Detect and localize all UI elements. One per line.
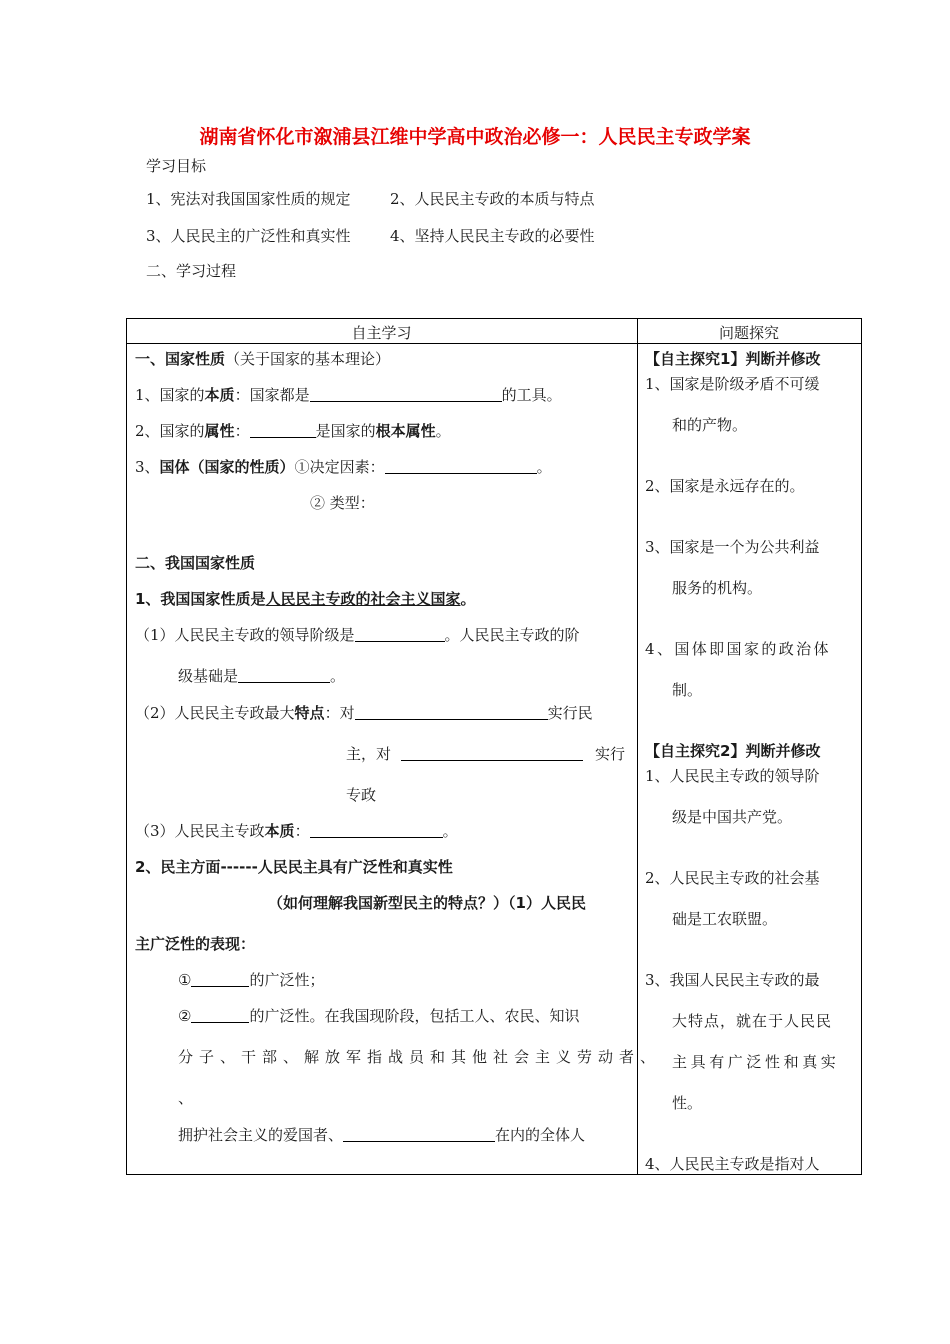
fill-blank[interactable] <box>385 459 537 474</box>
text: 2、国家的 <box>135 422 205 440</box>
inquiry-2-item-3a: 3、我国人民民主专政的最 <box>645 971 820 989</box>
text: 在内的全体人 <box>495 1126 586 1144</box>
line-our-state-nature <box>135 588 475 609</box>
section-state-nature <box>135 348 390 369</box>
line-state-system <box>135 456 552 477</box>
line-types: ② 类型： <box>310 494 375 512</box>
text: 的广泛性； <box>249 971 325 989</box>
section-heading: 一、国家性质 <box>135 350 226 368</box>
text: ①决定因素： <box>294 458 385 476</box>
goal-3: 3、人民民主的广泛性和真实性 <box>146 227 351 245</box>
fill-blank[interactable] <box>355 627 445 642</box>
line-breadth-2 <box>178 1005 579 1026</box>
text: （1）人民民主专政的领导阶级是 <box>135 626 355 644</box>
inquiry-1-heading: 【自主探究1】判断并修改 <box>645 350 821 368</box>
text: 。 <box>536 458 552 476</box>
underlined-keyword: 人民民主专政的社会主义国家 <box>265 590 461 608</box>
table-border-left <box>126 318 127 1175</box>
text: ： <box>234 422 250 440</box>
goal-4: 4、坚持人民民主专政的必要性 <box>390 227 595 245</box>
text: ② <box>178 1007 192 1025</box>
fill-blank[interactable] <box>191 1008 249 1023</box>
text: 。 <box>460 590 476 608</box>
keyword: 属性 <box>204 422 235 440</box>
text: （2）人民民主专政最大 <box>135 704 295 722</box>
line-leading-class <box>135 624 580 645</box>
inquiry-2-item-2a: 2、人民民主专政的社会基 <box>645 869 820 887</box>
line-attribute <box>135 420 451 441</box>
text: 。人民民主专政的阶 <box>444 626 580 644</box>
text: ： <box>294 822 310 840</box>
line-feature-end: 专政 <box>346 786 377 804</box>
text: 1、国家的 <box>135 386 205 404</box>
text: 主，对 <box>346 745 392 763</box>
line-question: （如何理解我国新型民主的特点？）（1）人民民 <box>268 894 586 912</box>
inquiry-2-heading: 【自主探究2】判断并修改 <box>645 742 821 760</box>
keyword: 国体（国家的性质） <box>159 458 295 476</box>
fill-blank[interactable] <box>355 705 548 720</box>
text: 实行民 <box>547 704 593 722</box>
line-class-basis <box>178 665 345 686</box>
section-our-state: 二、我国国家性质 <box>135 554 256 572</box>
fill-blank[interactable] <box>310 387 502 402</box>
goals-heading: 学习目标 <box>146 157 207 175</box>
keyword: 特点 <box>294 704 325 722</box>
text: 实行 <box>595 745 626 763</box>
text: ① <box>178 971 192 989</box>
column-header-inquiry: 问题探究 <box>718 324 779 342</box>
inquiry-1-item-1a: 1、国家是阶级矛盾不可缓 <box>645 375 820 393</box>
text: 1、我国国家性质是 <box>135 590 266 608</box>
inquiry-1-item-4a: 4、国体即国家的政治体 <box>645 640 831 658</box>
line-feature-cont <box>346 743 625 764</box>
keyword: 本质 <box>204 386 235 404</box>
keyword: 根本属性 <box>375 422 436 440</box>
text: 是国家的 <box>315 422 376 440</box>
inquiry-2-item-4: 4、人民民主专政是指对人 <box>645 1155 820 1173</box>
text: ：国家都是 <box>234 386 310 404</box>
text: 。 <box>442 822 458 840</box>
fill-blank[interactable] <box>238 668 330 683</box>
text: 3、 <box>135 458 160 476</box>
inquiry-2-item-3b: 大特点，就在于人民民 <box>672 1012 833 1030</box>
fill-blank[interactable] <box>250 423 316 438</box>
text: 拥护社会主义的爱国者、 <box>178 1126 344 1144</box>
text: 级基础是 <box>178 667 239 685</box>
table-border-right <box>861 318 862 1175</box>
page-title: 湖南省怀化市溆浦县江维中学高中政治必修一：人民民主专政学案 <box>199 126 751 148</box>
inquiry-2-item-3c: 主具有广泛性和真实 <box>672 1053 840 1071</box>
line-breadth-5 <box>178 1124 585 1145</box>
keyword: 本质 <box>264 822 295 840</box>
table-header-divider <box>126 343 862 344</box>
inquiry-2-item-1a: 1、人民民主专政的领导阶 <box>645 767 820 785</box>
section-note: （关于国家的基本理论） <box>225 350 391 368</box>
text: 。 <box>435 422 451 440</box>
process-heading: 二、学习过程 <box>146 262 237 280</box>
line-biggest-feature <box>135 702 593 723</box>
text: 的工具。 <box>501 386 562 404</box>
line-essence <box>135 384 562 405</box>
inquiry-1-item-1b: 和的产物。 <box>672 416 748 434</box>
line-essence-dictatorship <box>135 820 458 841</box>
inquiry-1-item-3a: 3、国家是一个为公共利益 <box>645 538 820 556</box>
inquiry-1-item-2: 2、国家是永远存在的。 <box>645 477 805 495</box>
section-democracy: 2、民主方面------人民民主具有广泛性和真实性 <box>135 858 453 876</box>
fill-blank[interactable] <box>310 823 443 838</box>
line-breadth: 主广泛性的表现： <box>135 935 256 953</box>
text: 的广泛性。在我国现阶段，包括工人、农民、知识 <box>249 1007 580 1025</box>
line-breadth-1 <box>178 969 324 990</box>
line-breadth-4: 、 <box>178 1089 194 1107</box>
inquiry-2-item-2b: 础是工农联盟。 <box>672 910 778 928</box>
fill-blank[interactable] <box>401 746 583 761</box>
fill-blank[interactable] <box>343 1127 495 1142</box>
goal-2: 2、人民民主专政的本质与特点 <box>390 190 595 208</box>
inquiry-1-item-4b: 制。 <box>672 681 703 699</box>
table-border-bottom <box>126 1174 862 1175</box>
column-header-self-study: 自主学习 <box>351 324 412 342</box>
text: 。 <box>330 667 346 685</box>
line-breadth-3: 分子、干部、解放军指战员和其他社会主义劳动者、 <box>178 1048 662 1066</box>
text: （3）人民民主专政 <box>135 822 265 840</box>
text: ：对 <box>324 704 355 722</box>
table-border-top <box>126 318 862 319</box>
inquiry-2-item-3d: 性。 <box>672 1094 703 1112</box>
inquiry-1-item-3b: 服务的机构。 <box>672 579 763 597</box>
inquiry-2-item-1b: 级是中国共产党。 <box>672 808 793 826</box>
fill-blank[interactable] <box>191 972 249 987</box>
goal-1: 1、宪法对我国国家性质的规定 <box>146 190 351 208</box>
